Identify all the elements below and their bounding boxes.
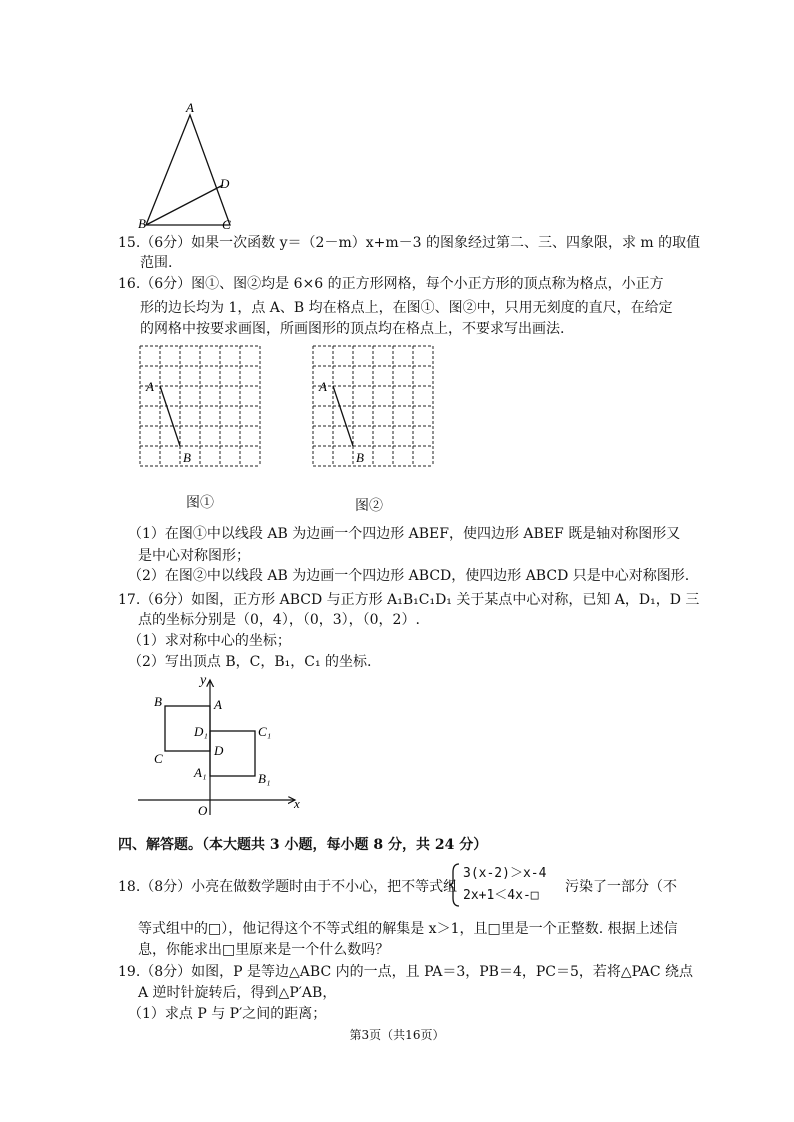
q17-part-1: （1）求对称中心的坐标； bbox=[128, 633, 291, 649]
q16-line-3: 的网格中按要求画图，所画图形的顶点均在格点上，不要求写出画法. bbox=[140, 321, 565, 337]
grid-point-b: B bbox=[356, 450, 364, 465]
q18-line-2: 等式组中的□），他记得这个不等式组的解集是 x＞1，且□里是一个正整数. 根据上述信 bbox=[138, 921, 678, 937]
inequality-1: 3(x-2)＞x-4 bbox=[463, 866, 547, 881]
grid-1-caption: 图① bbox=[186, 495, 214, 511]
q17-part-2: （2）写出顶点 B，C，B₁，C₁ 的坐标. bbox=[128, 654, 372, 670]
q16-line-1: 16.（6分）图①、图②均是 6×6 的正方形网格，每个小正方形的顶点称为格点，小正方 bbox=[118, 276, 664, 292]
q16-part-2: （2）在图②中以线段 AB 为边画一个四边形 ABCD，使四边形 ABCD 只是中心对称图形. bbox=[128, 568, 690, 584]
q18-line-3: 息，你能求出□里原来是一个什么数吗？ bbox=[138, 942, 390, 958]
point-c: C bbox=[154, 751, 163, 766]
inequality-2: 2x+1＜4x-□ bbox=[463, 888, 539, 903]
vertex-c: C bbox=[222, 217, 231, 232]
grid-figure-2 bbox=[303, 340, 443, 470]
point-b1: B₁ bbox=[258, 771, 271, 786]
axis-x-label: x bbox=[294, 796, 300, 811]
axis-y-label: y bbox=[200, 673, 207, 688]
segment-ab bbox=[160, 386, 180, 446]
q19-part-1: （1）求点 P 与 P′之间的距离； bbox=[128, 1006, 327, 1022]
origin-label: O bbox=[198, 803, 208, 818]
grid-2-caption: 图② bbox=[355, 498, 383, 514]
grid-point-a: A bbox=[319, 379, 327, 394]
vertex-d: D bbox=[220, 176, 230, 191]
q15-line-2: 范围. bbox=[140, 255, 173, 271]
inequality-brace bbox=[449, 862, 461, 908]
point-b: B bbox=[154, 694, 162, 709]
vertex-b: B bbox=[138, 216, 146, 231]
grid-point-a: A bbox=[146, 379, 154, 394]
point-d1: D₁ bbox=[194, 724, 208, 739]
point-a: A bbox=[214, 697, 222, 712]
triangle-figure bbox=[130, 100, 250, 235]
q19-line-2: A 逆时针旋转后，得到△P′AB， bbox=[138, 985, 337, 1001]
q18-line-1a: 18.（8分）小亮在做数学题时由于不小心，把不等式组 bbox=[118, 879, 458, 895]
q17-line-2: 点的坐标分别是（0，4），（0，3），（0，2）. bbox=[138, 612, 420, 628]
point-d: D bbox=[214, 743, 224, 758]
section-4-heading: 四、解答题。（本大题共 3 小题，每小题 8 分，共 24 分） bbox=[118, 837, 488, 853]
q16-part-1-b: 是中心对称图形； bbox=[138, 548, 250, 564]
coordinate-figure bbox=[130, 670, 310, 820]
point-a1: A₁ bbox=[194, 765, 207, 780]
grid-point-b: B bbox=[183, 450, 191, 465]
segment-ab bbox=[333, 386, 353, 446]
grid-figure-1 bbox=[130, 340, 270, 470]
q19-line-1: 19.（8分）如图，P 是等边△ABC 内的一点，且 PA＝3，PB＝4，PC＝5，若将△PAC 绕点 bbox=[118, 964, 694, 980]
inequality-system bbox=[463, 863, 546, 907]
vertex-a: A bbox=[186, 100, 194, 115]
page-footer: 第3页（共16页） bbox=[349, 1028, 445, 1042]
q18-line-1b: 污染了一部分（不 bbox=[565, 879, 677, 895]
q16-part-1-a: （1）在图①中以线段 AB 为边画一个四边形 ABEF，使四边形 ABEF 既是轴对称图形又 bbox=[128, 526, 681, 542]
q16-line-2: 形的边长均为 1，点 A、B 均在格点上，在图①、图②中，只用无刻度的直尺，在给定 bbox=[140, 300, 673, 316]
q17-line-1: 17.（6分）如图，正方形 ABCD 与正方形 A₁B₁C₁D₁ 关于某点中心对称，已知 A，D₁，D 三 bbox=[118, 592, 700, 608]
q15-line-1: 15.（6分）如果一次函数 y＝（2－m）x+m－3 的图象经过第二、三、四象限，求 m 的取值 bbox=[118, 235, 701, 251]
point-c1: C₁ bbox=[258, 724, 272, 739]
